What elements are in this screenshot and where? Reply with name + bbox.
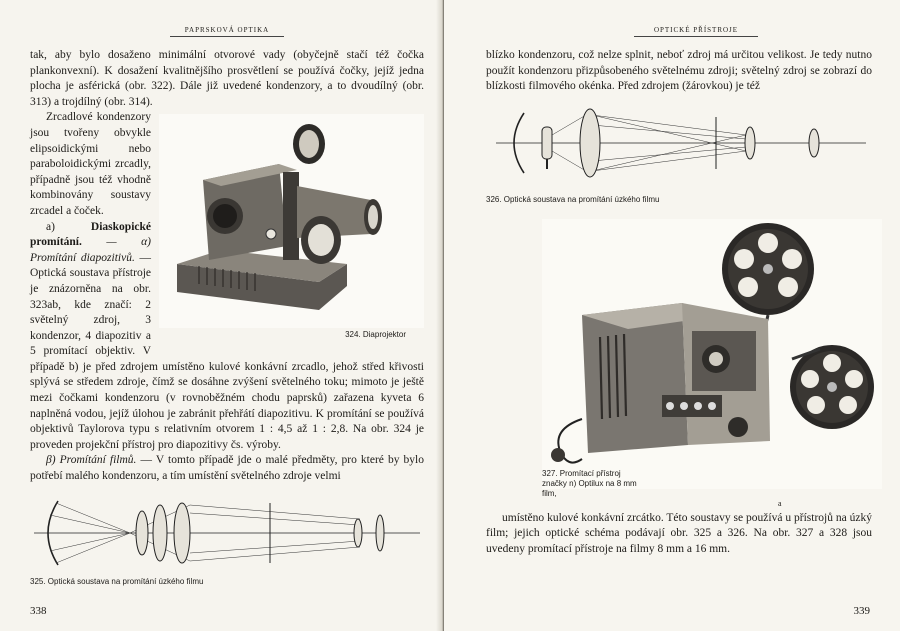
figure-325-diagram [30, 485, 424, 577]
section-number: a) [46, 220, 55, 233]
figure-325-caption: 325. Optická soustava na promítání úzkého filmu [30, 576, 204, 586]
figure-327-caption: 327. Promítací přístroj značky n) Optilux na 8 mm film, [542, 468, 637, 498]
diaprojector-photo [159, 114, 424, 328]
left-paragraph-2: Zrcadlové kondenzory jsou tvořeny obvykle elipsoidickými nebo paraboloidickými zrcadly, případně jsou též vhodně kombinovány soustavy zrcadel a čoček. [30, 111, 151, 217]
figure-326-caption: 326. Optická soustava na promítání úzkého filmu [486, 194, 660, 204]
left-running-header: PAPRSKOVÁ OPTIKA [170, 26, 284, 37]
reel-lower [790, 345, 874, 429]
subsection-heading: — α) Promítání diapozitivů. [30, 236, 151, 264]
subsection-film-heading: β) Promítání filmů. [46, 454, 137, 467]
right-paragraph-2: umístěno kulové konkávní zrcátko. Této soustavy se používá u přístrojů na úzký film; jejich optické schéma podávají obr. 325 a 326. Na obr. 327 a 328 jsou uvedeny promítací přístroje na filmy 8 mm a 16 mm. [486, 511, 872, 555]
left-paragraph-4-text: — V tomto případě jde o malé předměty, pro které by bylo potřebí malého kondenzoru, a tím umístění světelného zdroje velmi [30, 454, 424, 483]
right-page [444, 0, 900, 631]
left-paragraph-1: tak, aby bylo dosaženo minimální otvorové vady (obyčejně stačí též čočka plankonvexní). K dosažení kvalitnějšího prosvětlení se používá čočky, jejíž jedna plocha je asférická (obr. 322). Dále již uvedené kondenzory, a to dvoudílný (obr. 313) a trojdílný (obr. 314). [30, 49, 424, 108]
figure-324 [159, 114, 424, 340]
figure-327 [486, 211, 872, 511]
left-page [0, 0, 444, 631]
right-paragraph-1: blízko kondenzoru, což nelze splnit, neboť zdroj má určitou velikost. Je tedy nutno použít kondenzoru přizpůsobeného světelnému zdroji; světelný zdroj se zobrazí do blízkosti filmového okénka. Před zdrojem (žárovkou) je též [486, 49, 872, 93]
left-paragraph-3-text: — Optická soustava přístroje je znázorněna na obr. 323ab, kde značí: 2 světelný zdroj, 3 kondenzor, 4 diapozitiv a 5 promítací objektiv. V případě b) je před zdrojem umístěno kulové konkávní zrcadlo, jehož střed křivosti splývá se středem zdroje, čímž se dosáhne zvýšení světelného toku; mimoto je ještě mezi čočkami kondenzoru (v rovnoběžném chodu paprsků) zařazena kyveta 6 naplněná vodou, jejíž úlohou je zabránit přehřátí diapozitivu. K promítání se používá objektivů Taylorova typu s relativním otvorem 1 : 4,5 až 1 : 2,8. Na obr. 324 je proveden projekční přístroj pro diapozitivy čs. výroby. [30, 251, 424, 451]
reel-upper [722, 223, 814, 315]
right-page-number: 339 [853, 605, 870, 617]
left-page-number: 338 [30, 605, 47, 617]
diaprojector-illustration [159, 114, 424, 328]
right-running-header: OPTICKÉ PŘÍSTROJE [634, 26, 758, 37]
film-projector-illustration [542, 219, 882, 489]
figure-mark: a [778, 498, 782, 508]
film-projector-photo [542, 219, 882, 489]
figure-324-caption: 324. Diaprojektor [345, 330, 406, 340]
figure-326-diagram [486, 95, 872, 195]
left-paragraph-4 [30, 453, 424, 484]
section-heading: Diaskopické promítání. [30, 220, 151, 249]
